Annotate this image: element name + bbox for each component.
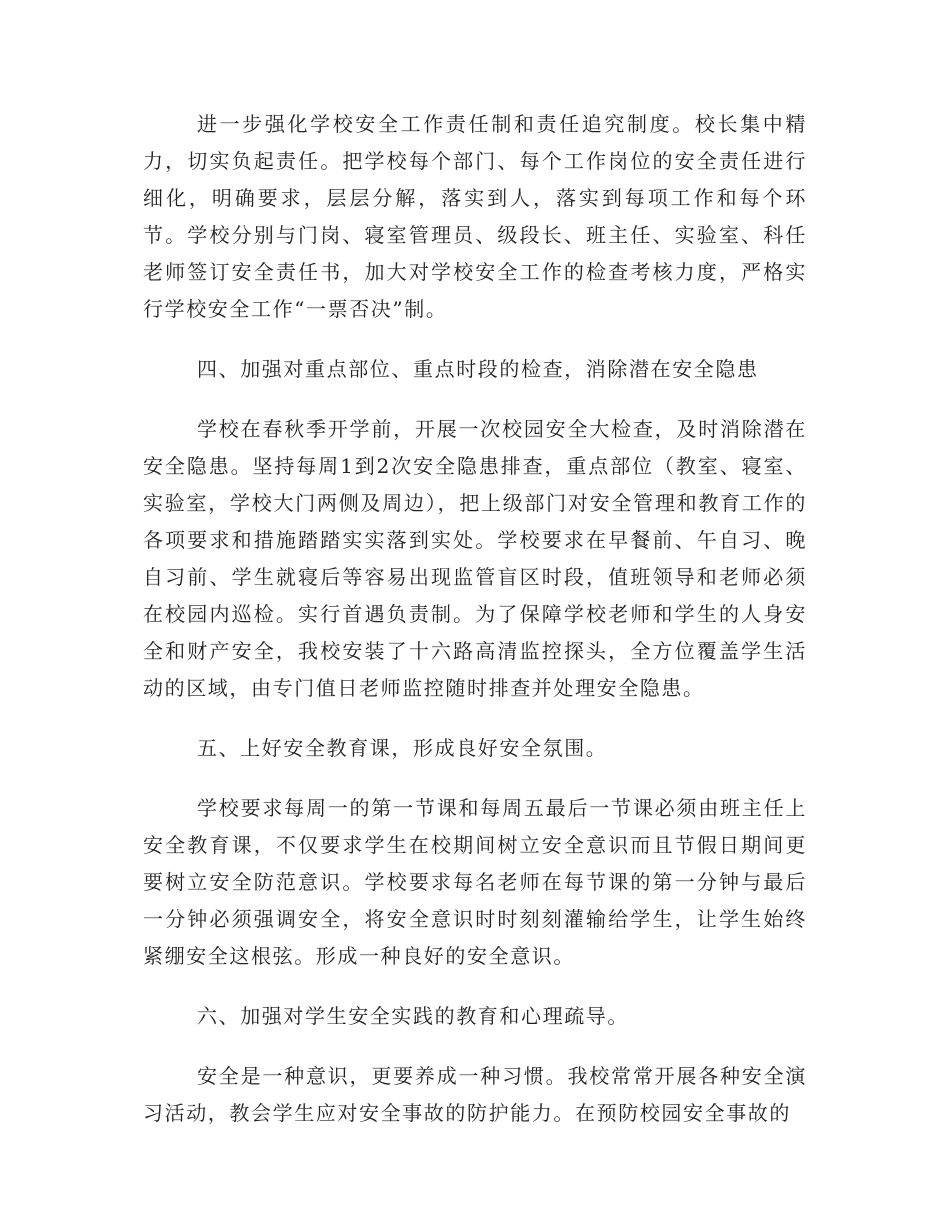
- paragraph-safety-education-class: 学校要求每周一的第一节课和每周五最后一节课必须由班主任上安全教育课，不仅要求学生在校期间树立安全意识而且节假日期间更要树立安全防范意识。学校要求每名老师在每节课的第一分钟与最后一分钟必须强调安全，将安全意识时时刻刻灌输给学生，让学生始终紧绷安全这根弦。形成一种良好的安全意识。: [143, 796, 807, 968]
- paragraph-responsibility-system: 进一步强化学校安全工作责任制和责任追究制度。校长集中精力，切实负起责任。把学校每个部门、每个工作岗位的安全责任进行细化，明确要求，层层分解，落实到人，落实到每项工作和每个环节。学校分别与门岗、寝室管理员、级段长、班主任、实验室、科任老师签订安全责任书，加大对学校安全工作的检查考核力度，严格实行学校安全工作“一票否决”制。: [143, 112, 807, 321]
- section-heading-4: 四、加强对重点部位、重点时段的检查，消除潜在安全隐患: [197, 357, 759, 381]
- section-heading-6: 六、加强对学生安全实践的教育和心理疏导。: [197, 1004, 629, 1028]
- document-body: [143, 106, 807, 1155]
- paragraph-safety-practice: 安全是一种意识，更要养成一种习惯。我校常常开展各种安全演习活动，教会学生应对安全事故的防护能力。在预防校园安全事故的: [143, 1064, 807, 1125]
- paragraph-key-areas-inspection: 学校在春秋季开学前，开展一次校园安全大检查，及时消除潜在安全隐患。坚持每周1到2次安全隐患排查，重点部位（教室、寝室、实验室，学校大门两侧及周边），把上级部门对安全管理和教育工作的各项要求和措施踏踏实实落到实处。学校要求在早餐前、午自习、晚自习前、学生就寝后等容易出现监管盲区时段，值班领导和老师必须在校园内巡检。实行首遇负责制。为了保障学校老师和学生的人身安全和财产安全，我校安装了十六路高清监控探头，全方位覆盖学生活动的区域，由专门值日老师监控随时排查并处理安全隐患。: [143, 417, 807, 700]
- section-heading-5: 五、上好安全教育课，形成良好安全氛围。: [197, 736, 608, 760]
